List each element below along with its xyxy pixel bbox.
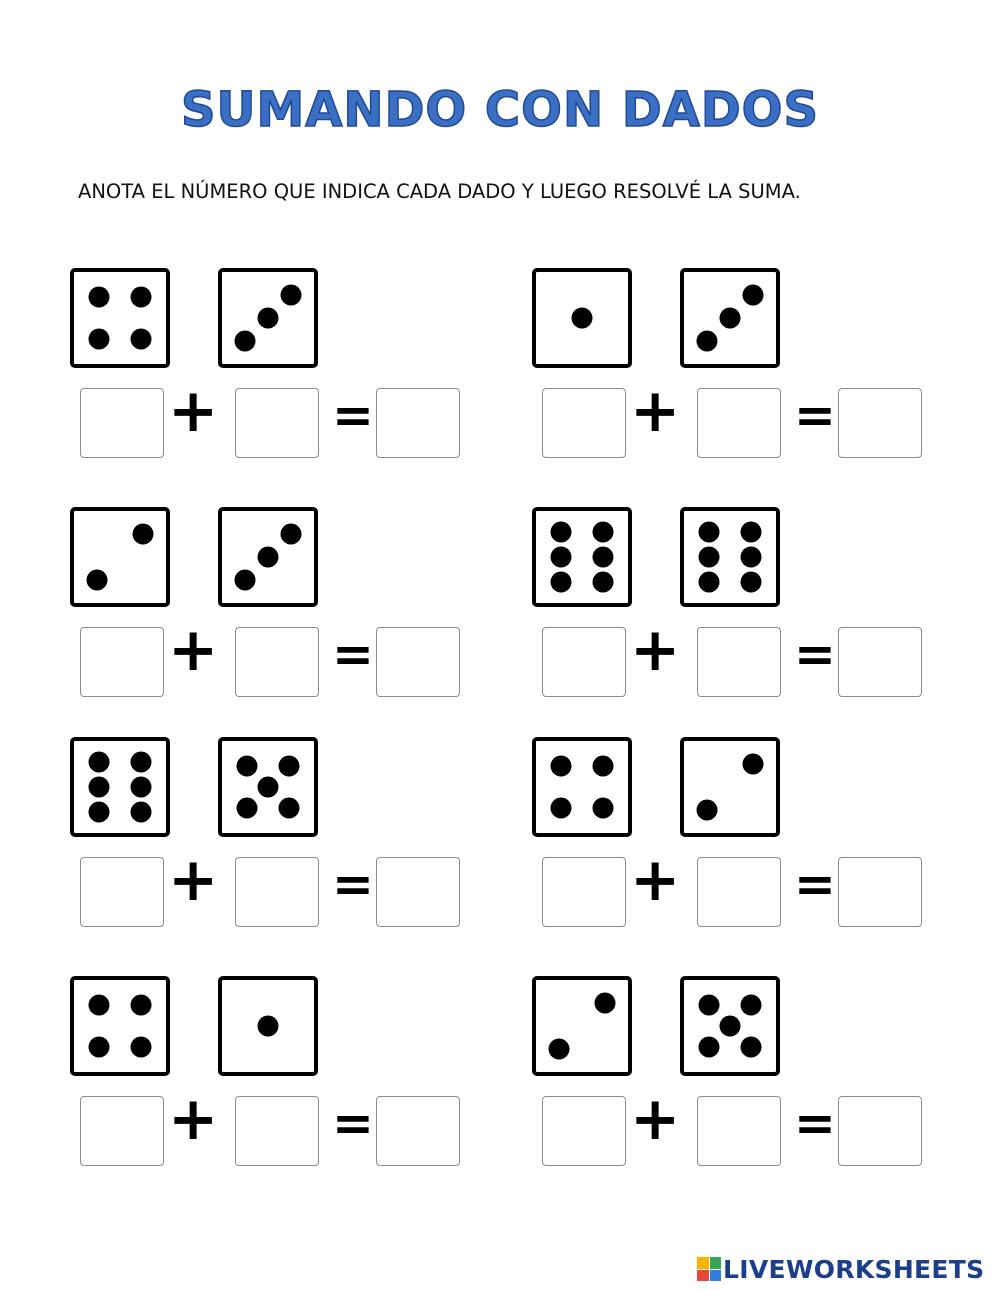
die-pip xyxy=(698,547,719,568)
equals-sign: = xyxy=(332,386,374,444)
die-pip xyxy=(698,994,719,1015)
die-pip xyxy=(743,285,764,306)
die-pip xyxy=(593,571,614,592)
die-pip xyxy=(595,993,616,1014)
die-pip xyxy=(743,754,764,775)
problem-1 xyxy=(70,268,470,468)
die-pip xyxy=(720,308,741,329)
answer-box-second-number[interactable] xyxy=(235,627,319,697)
problem-6 xyxy=(532,737,932,937)
die-1-face-1 xyxy=(532,268,632,368)
die-pip xyxy=(258,547,279,568)
die-pip xyxy=(131,994,152,1015)
die-pip xyxy=(88,994,109,1015)
die-pip xyxy=(131,752,152,773)
die-pip xyxy=(88,752,109,773)
plus-sign: + xyxy=(168,376,219,446)
die-pip xyxy=(593,547,614,568)
equals-sign: = xyxy=(332,625,374,683)
die-pip xyxy=(281,285,302,306)
worksheet-title: SUMANDO CON DADOS xyxy=(180,82,820,138)
die-pip xyxy=(133,524,154,545)
die-pip xyxy=(741,522,762,543)
die-pip xyxy=(550,547,571,568)
answer-box-second-number[interactable] xyxy=(697,857,781,927)
die-pip xyxy=(281,524,302,545)
equals-sign: = xyxy=(794,1094,836,1152)
answer-box-sum[interactable] xyxy=(376,1096,460,1166)
plus-sign: + xyxy=(630,845,681,915)
equals-sign: = xyxy=(794,625,836,683)
die-1-face-4 xyxy=(70,976,170,1076)
die-2-face-3 xyxy=(218,268,318,368)
die-pip xyxy=(88,801,109,822)
die-2-face-5 xyxy=(218,737,318,837)
die-pip xyxy=(550,571,571,592)
logo-mark-square xyxy=(697,1270,709,1282)
answer-box-first-number[interactable] xyxy=(80,1096,164,1166)
problem-2 xyxy=(532,268,932,468)
logo-mark-square xyxy=(697,1257,709,1269)
die-pip xyxy=(236,798,257,819)
answer-box-first-number[interactable] xyxy=(542,857,626,927)
equals-sign: = xyxy=(794,386,836,444)
logo-text: LIVEWORKSHEETS xyxy=(723,1254,985,1284)
logo-mark-icon xyxy=(697,1257,721,1281)
die-pip xyxy=(258,308,279,329)
die-pip xyxy=(88,1037,109,1058)
die-pip xyxy=(720,1016,741,1037)
die-pip xyxy=(88,286,109,307)
equals-sign: = xyxy=(794,855,836,913)
equals-sign: = xyxy=(332,1094,374,1152)
die-1-face-2 xyxy=(70,507,170,607)
answer-box-first-number[interactable] xyxy=(80,388,164,458)
die-pip xyxy=(593,755,614,776)
die-pip xyxy=(131,777,152,798)
answer-box-first-number[interactable] xyxy=(542,627,626,697)
answer-box-first-number[interactable] xyxy=(80,627,164,697)
logo-mark-square xyxy=(710,1270,722,1282)
problem-3 xyxy=(70,507,470,707)
die-2-face-3 xyxy=(218,507,318,607)
die-pip xyxy=(741,994,762,1015)
die-1-face-6 xyxy=(70,737,170,837)
liveworksheets-logo xyxy=(697,1254,984,1284)
die-pip xyxy=(741,1037,762,1058)
answer-box-second-number[interactable] xyxy=(235,388,319,458)
die-pip xyxy=(258,1016,279,1037)
die-pip xyxy=(87,570,108,591)
problem-7 xyxy=(70,976,470,1176)
answer-box-sum[interactable] xyxy=(838,1096,922,1166)
answer-box-second-number[interactable] xyxy=(697,627,781,697)
die-pip xyxy=(698,571,719,592)
die-pip xyxy=(698,1037,719,1058)
die-pip xyxy=(550,522,571,543)
die-pip xyxy=(131,1037,152,1058)
answer-box-first-number[interactable] xyxy=(542,388,626,458)
die-pip xyxy=(236,755,257,776)
die-2-face-2 xyxy=(680,737,780,837)
die-pip xyxy=(572,308,593,329)
die-pip xyxy=(697,331,718,352)
answer-box-first-number[interactable] xyxy=(80,857,164,927)
die-pip xyxy=(279,798,300,819)
die-pip xyxy=(88,329,109,350)
answer-box-sum[interactable] xyxy=(376,857,460,927)
die-pip xyxy=(131,329,152,350)
answer-box-second-number[interactable] xyxy=(697,1096,781,1166)
logo-mark-square xyxy=(710,1257,722,1269)
die-1-face-2 xyxy=(532,976,632,1076)
die-2-face-1 xyxy=(218,976,318,1076)
plus-sign: + xyxy=(630,615,681,685)
die-pip xyxy=(698,522,719,543)
answer-box-sum[interactable] xyxy=(376,627,460,697)
die-pip xyxy=(88,777,109,798)
equals-sign: = xyxy=(332,855,374,913)
die-pip xyxy=(131,801,152,822)
die-pip xyxy=(549,1039,570,1060)
answer-box-sum[interactable] xyxy=(838,627,922,697)
problem-5 xyxy=(70,737,470,937)
answer-box-first-number[interactable] xyxy=(542,1096,626,1166)
plus-sign: + xyxy=(168,845,219,915)
die-pip xyxy=(258,777,279,798)
die-1-face-6 xyxy=(532,507,632,607)
die-2-face-5 xyxy=(680,976,780,1076)
die-pip xyxy=(550,798,571,819)
die-pip xyxy=(279,755,300,776)
die-pip xyxy=(550,755,571,776)
answer-box-sum[interactable] xyxy=(376,388,460,458)
die-pip xyxy=(741,547,762,568)
die-1-face-4 xyxy=(70,268,170,368)
die-pip xyxy=(235,570,256,591)
instruction-text: ANOTA EL NÚMERO QUE INDICA CADA DADO Y LUEGO RESOLVÉ LA SUMA. xyxy=(78,180,801,203)
answer-box-second-number[interactable] xyxy=(697,388,781,458)
problem-8 xyxy=(532,976,932,1176)
die-pip xyxy=(131,286,152,307)
plus-sign: + xyxy=(630,376,681,446)
die-pip xyxy=(593,798,614,819)
die-pip xyxy=(593,522,614,543)
answer-box-sum[interactable] xyxy=(838,857,922,927)
plus-sign: + xyxy=(630,1084,681,1154)
answer-box-second-number[interactable] xyxy=(235,1096,319,1166)
die-2-face-6 xyxy=(680,507,780,607)
die-pip xyxy=(697,800,718,821)
plus-sign: + xyxy=(168,1084,219,1154)
die-2-face-3 xyxy=(680,268,780,368)
die-1-face-4 xyxy=(532,737,632,837)
die-pip xyxy=(235,331,256,352)
die-pip xyxy=(741,571,762,592)
answer-box-second-number[interactable] xyxy=(235,857,319,927)
problem-4 xyxy=(532,507,932,707)
answer-box-sum[interactable] xyxy=(838,388,922,458)
plus-sign: + xyxy=(168,615,219,685)
